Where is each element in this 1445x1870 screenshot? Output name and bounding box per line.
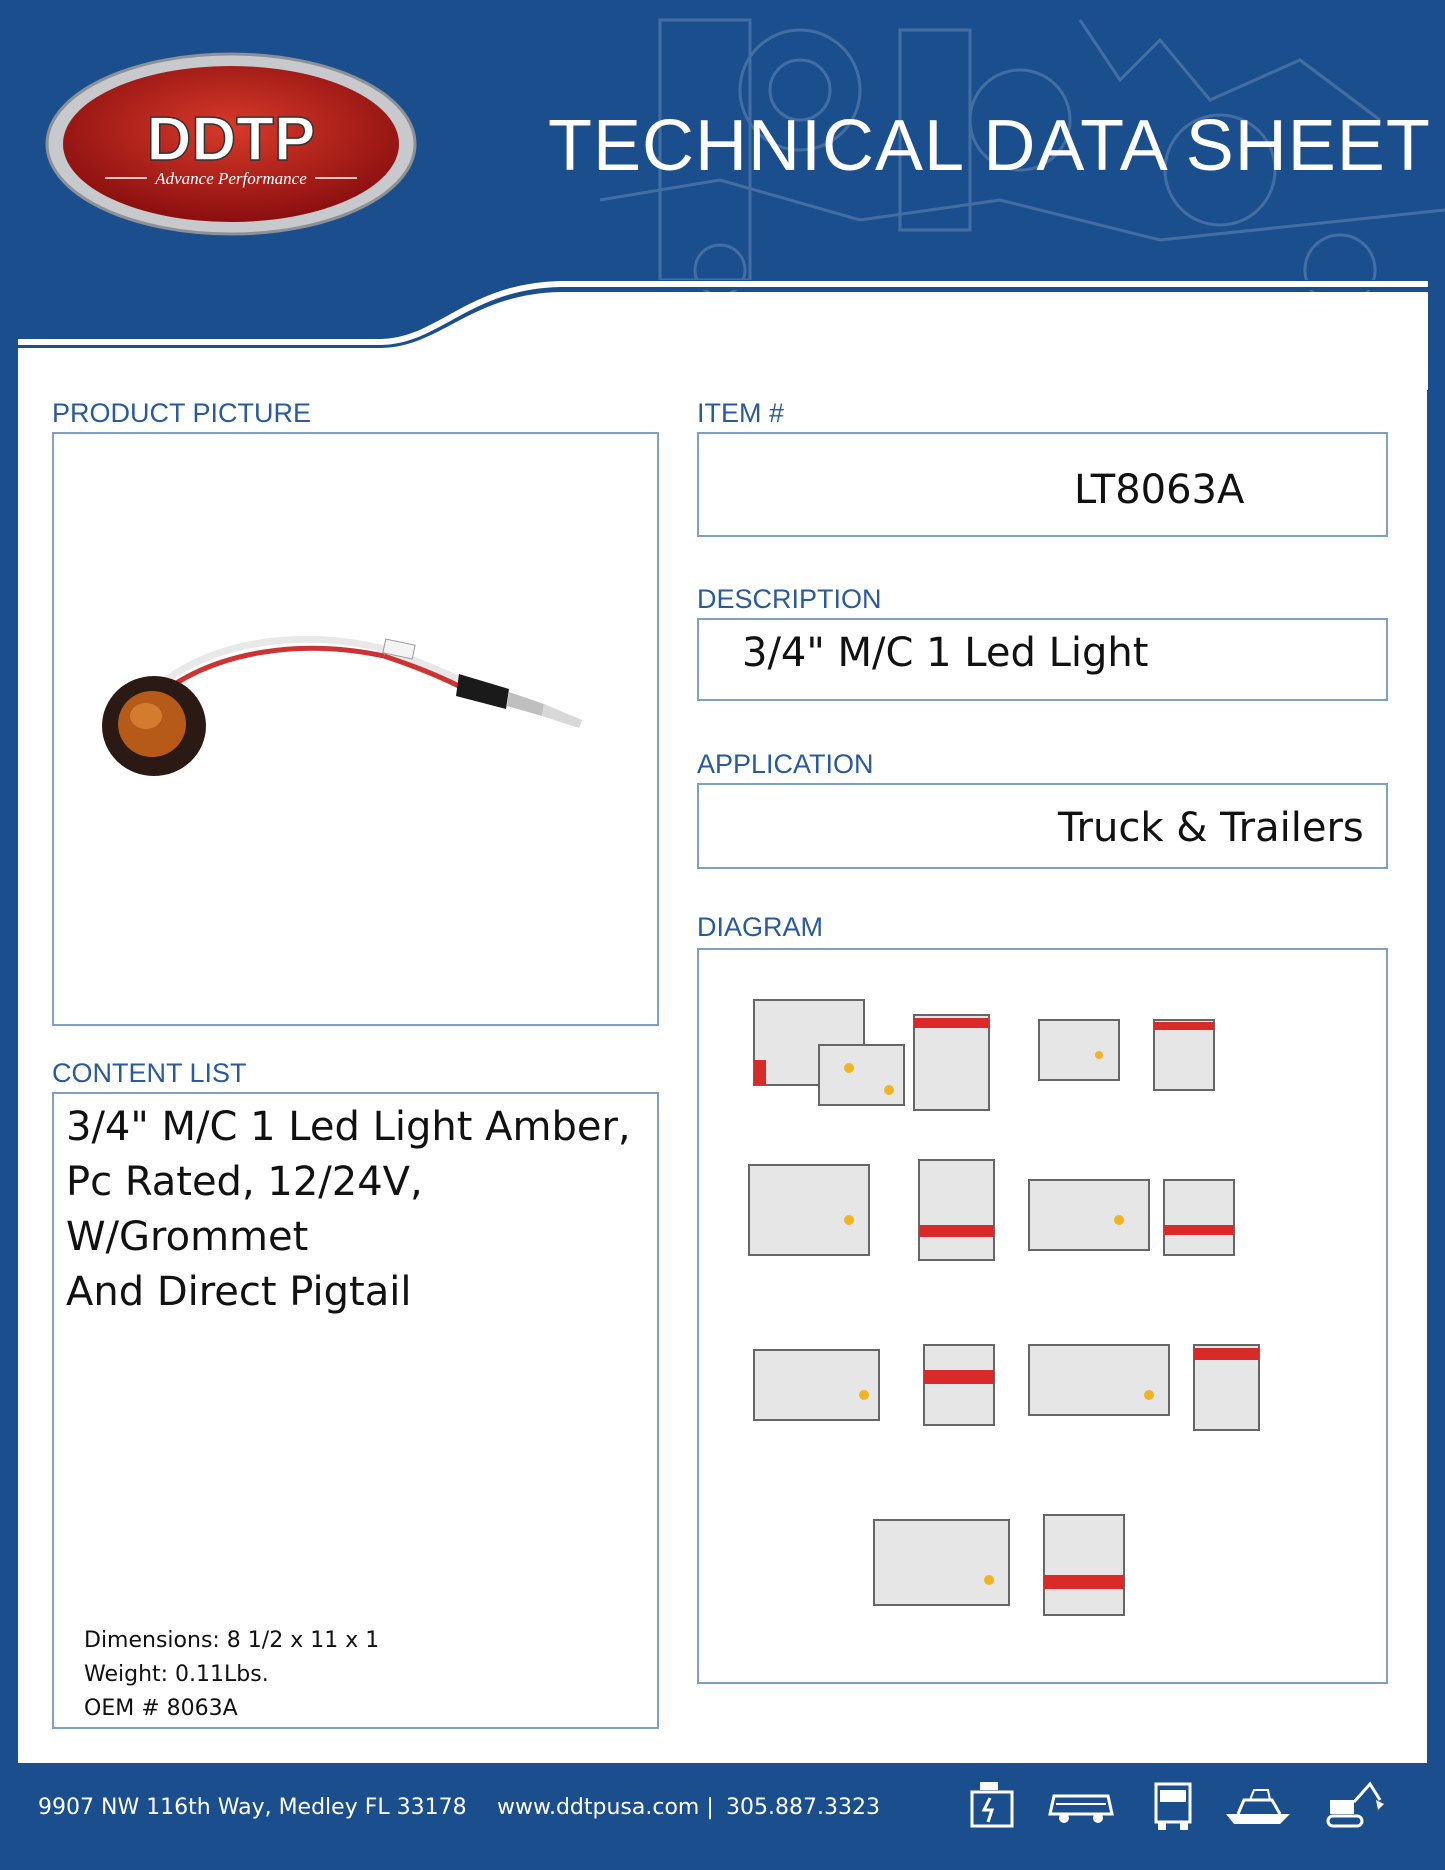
logo-tagline: Advance Performance [155, 169, 307, 188]
dimensions: Dimensions: 8 1/2 x 11 x 1 [84, 1628, 380, 1653]
header-swoosh [0, 280, 1445, 390]
logo-text: DDTP [146, 105, 316, 174]
footer-website[interactable]: www.ddtpusa.com | [497, 1795, 714, 1820]
content-list-text [66, 1100, 666, 1320]
application-value: Truck & Trailers [1058, 805, 1364, 851]
bus-icon [1046, 1770, 1116, 1840]
specs [84, 1624, 379, 1726]
item-label: ITEM # [697, 398, 785, 428]
item-number: LT8063A [1074, 467, 1245, 513]
led-light-image [54, 434, 657, 1024]
diagram-box [697, 948, 1388, 1684]
excavator-icon [1318, 1770, 1388, 1840]
description-value: 3/4" M/C 1 Led Light [742, 630, 1149, 676]
generator-icon [960, 1770, 1030, 1840]
footer-phone[interactable]: 305.887.3323 [726, 1795, 880, 1820]
product-picture-box [52, 432, 659, 1026]
application-label: APPLICATION [697, 749, 874, 779]
content-line: Pc Rated, 12/24V, W/Grommet [66, 1159, 423, 1260]
oem-number: OEM # 8063A [84, 1696, 238, 1721]
vehicle-lighting-diagram [699, 950, 1386, 1682]
product-picture-label: PRODUCT PICTURE [52, 398, 312, 428]
diagram-label: DIAGRAM [697, 912, 824, 942]
content-list-label: CONTENT LIST [52, 1058, 247, 1088]
content-line: And Direct Pigtail [66, 1269, 412, 1315]
page-title: TECHNICAL DATA SHEET [548, 106, 1431, 186]
content-line: 3/4" M/C 1 Led Light Amber, [66, 1104, 631, 1150]
item-box [697, 432, 1388, 537]
yacht-icon [1224, 1770, 1294, 1840]
weight: Weight: 0.11Lbs. [84, 1662, 269, 1687]
ddtp-logo [45, 52, 417, 237]
footer-address: 9907 NW 116th Way, Medley FL 33178 [38, 1795, 467, 1820]
truck-icon [1138, 1770, 1208, 1840]
description-label: DESCRIPTION [697, 584, 882, 614]
